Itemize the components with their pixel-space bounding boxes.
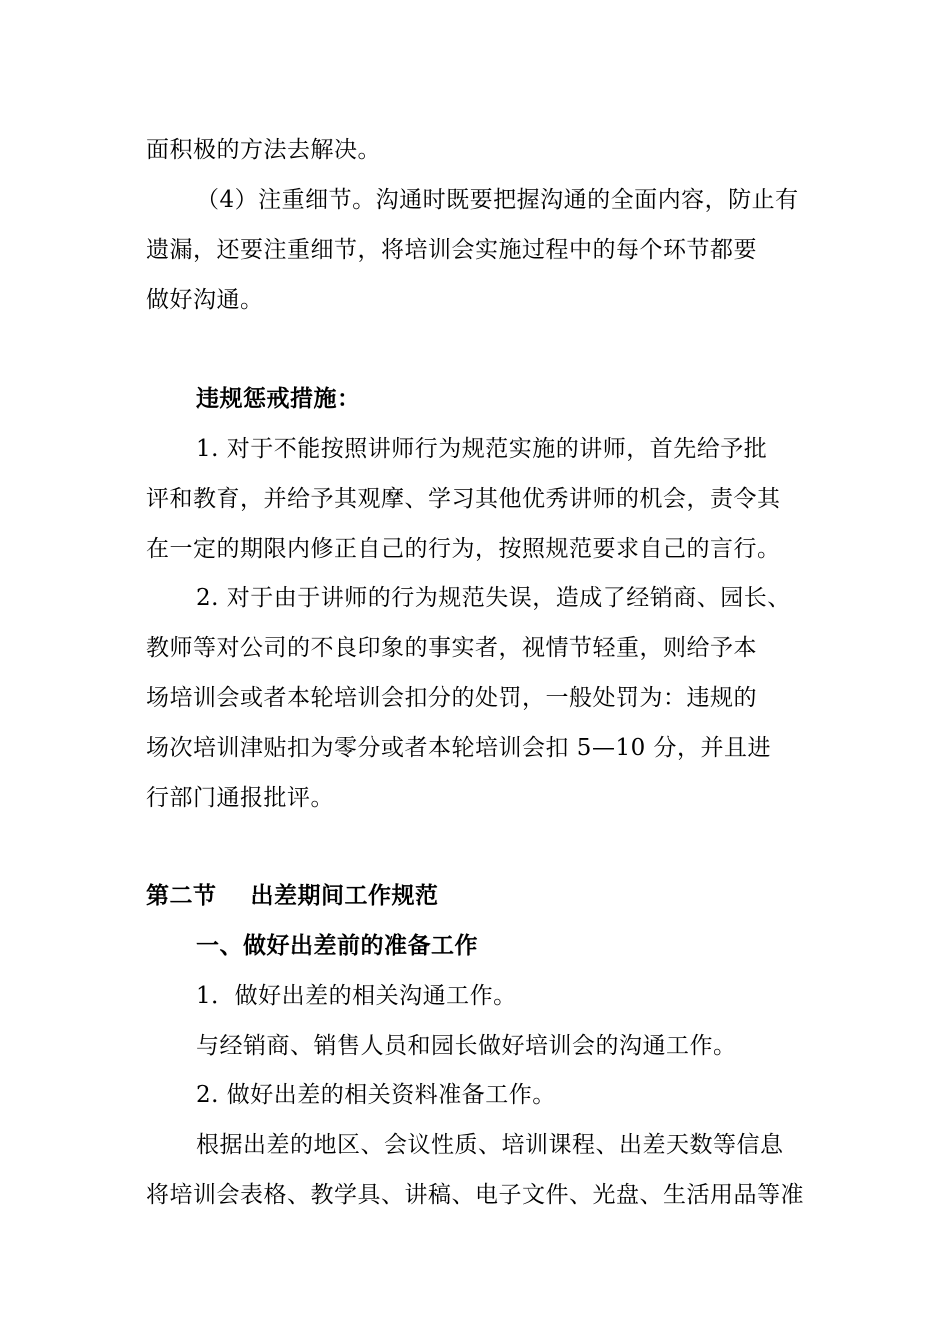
paragraph-line: 评和教育，并给予其观摩、学习其他优秀讲师的机会，责令其 <box>146 486 781 512</box>
paragraph-line: 将培训会表格、教学具、讲稿、电子文件、光盘、生活用品等准 <box>146 1182 804 1208</box>
paragraph-line: 场次培训津贴扣为零分或者本轮培训会扣 5—10 分，并且进 <box>146 735 772 761</box>
list-item: 1．做好出差的相关沟通工作。 <box>196 983 517 1009</box>
paragraph-line: （4）注重细节。沟通时既要把握沟通的全面内容，防止有 <box>196 187 799 213</box>
section-heading: 违规惩戒措施： <box>196 386 361 412</box>
paragraph-line: 场培训会或者本轮培训会扣分的处罚，一般处罚为：违规的 <box>146 685 757 711</box>
paragraph-line: 行部门通报批评。 <box>146 785 334 811</box>
paragraph-line: 根据出差的地区、会议性质、培训课程、出差天数等信息 <box>196 1132 784 1158</box>
paragraph-line: 教师等对公司的不良印象的事实者，视情节轻重，则给予本 <box>146 635 757 661</box>
paragraph-line: 面积极的方法去解决。 <box>146 137 381 163</box>
paragraph-line: 1. 对于不能按照讲师行为规范实施的讲师，首先给予批 <box>196 436 768 462</box>
list-item: 2. 做好出差的相关资料准备工作。 <box>196 1082 556 1108</box>
paragraph-line: 做好沟通。 <box>146 287 264 313</box>
sub-heading: 一、做好出差前的准备工作 <box>196 933 478 959</box>
section-title: 第二节 出差期间工作规范 <box>146 883 439 909</box>
paragraph-line: 2. 对于由于讲师的行为规范失误，造成了经销商、园长、 <box>196 585 791 611</box>
paragraph-line: 在一定的期限内修正自己的行为，按照规范要求自己的言行。 <box>146 536 781 562</box>
paragraph-line: 遗漏，还要注重细节，将培训会实施过程中的每个环节都要 <box>146 237 757 263</box>
paragraph-line: 与经销商、销售人员和园长做好培训会的沟通工作。 <box>196 1033 737 1059</box>
